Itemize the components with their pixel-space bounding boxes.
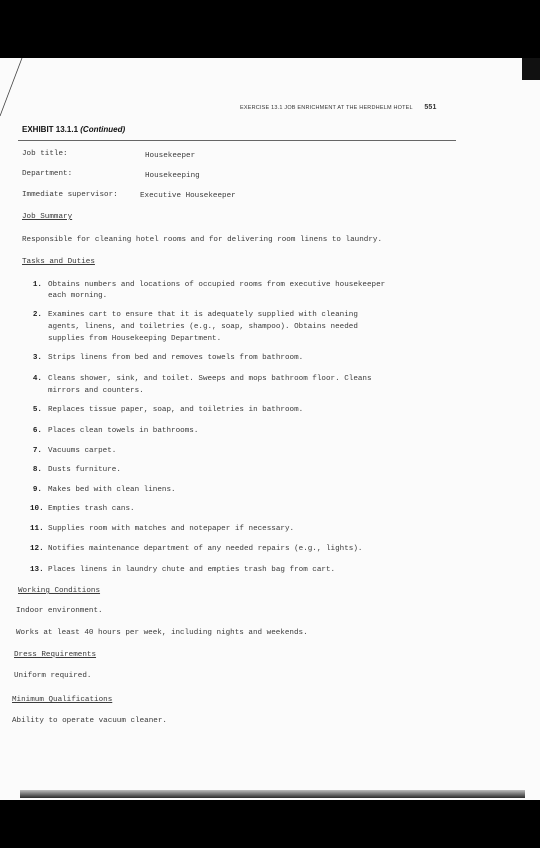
dress-text: Uniform required.: [14, 672, 92, 680]
task-item: 5. Replaces tissue paper, soap, and toiletries in bathroom.: [32, 406, 304, 414]
working-conditions-line1: Indoor environment.: [16, 607, 103, 615]
job-summary-heading: Job Summary: [22, 213, 73, 221]
page-number: 551: [424, 104, 437, 111]
working-conditions-line2: Works at least 40 hours per week, including nights and weekends.: [16, 629, 308, 637]
qualifications-heading: Minimum Qualifications: [12, 696, 113, 704]
task-item: 8. Dusts furniture.: [32, 466, 121, 474]
task-item: 11. Supplies room with matches and notepaper if necessary.: [30, 525, 295, 533]
job-summary-text: Responsible for cleaning hotel rooms and for delivering room linens to laundry.: [22, 236, 383, 244]
scan-shadow-bottom: [20, 790, 525, 798]
scan-shadow-top-right: [522, 58, 540, 80]
job-title-value: Housekeeper: [145, 152, 196, 160]
task-item-cont: supplies from Housekeeping Department.: [48, 335, 222, 343]
task-item: 13. Places linens in laundry chute and empties trash bag from cart.: [30, 566, 336, 574]
task-item: 3. Strips linens from bed and removes towels from bathroom.: [32, 354, 304, 362]
exhibit-title: [22, 125, 125, 134]
task-item: 4. Cleans shower, sink, and toilet. Sweeps and mops bathroom floor. Cleans: [32, 375, 372, 383]
exhibit-number: EXHIBIT 13.1.1: [22, 125, 79, 134]
task-item: 12. Notifies maintenance department of any needed repairs (e.g., lights).: [30, 545, 363, 553]
task-item-cont: mirrors and counters.: [48, 387, 144, 395]
task-item-cont: each morning.: [48, 292, 108, 300]
dress-heading: Dress Requirements: [14, 651, 97, 659]
task-item: 9. Makes bed with clean linens.: [32, 486, 176, 494]
task-item: 6. Places clean towels in bathrooms.: [32, 427, 199, 435]
supervisor-label: Immediate supervisor:: [22, 191, 118, 199]
running-head: [240, 104, 437, 111]
department-label: Department:: [22, 170, 73, 178]
header-rule: [18, 140, 456, 141]
task-item: 2. Examines cart to ensure that it is adequately supplied with cleaning: [32, 311, 358, 319]
qualifications-text: Ability to operate vacuum cleaner.: [12, 717, 167, 725]
running-head-text: EXERCISE 13.1 JOB ENRICHMENT AT THE HERDHELM HOTEL: [240, 105, 413, 111]
department-value: Housekeeping: [145, 172, 200, 180]
page-fold-mark: [0, 58, 40, 118]
task-item: 7. Vacuums carpet.: [32, 447, 117, 455]
task-item: 1. Obtains numbers and locations of occupied rooms from executive housekeeper: [32, 281, 386, 289]
supervisor-value: Executive Housekeeper: [140, 192, 236, 200]
task-item-cont: agents, linens, and toiletries (e.g., soap, shampoo). Obtains needed: [48, 323, 358, 331]
job-title-label: Job title:: [22, 150, 68, 158]
working-conditions-heading: Working Conditions: [18, 587, 101, 595]
exhibit-continued: (Continued): [80, 125, 126, 134]
task-item: 10. Empties trash cans.: [30, 505, 135, 513]
tasks-heading: Tasks and Duties: [22, 258, 95, 266]
